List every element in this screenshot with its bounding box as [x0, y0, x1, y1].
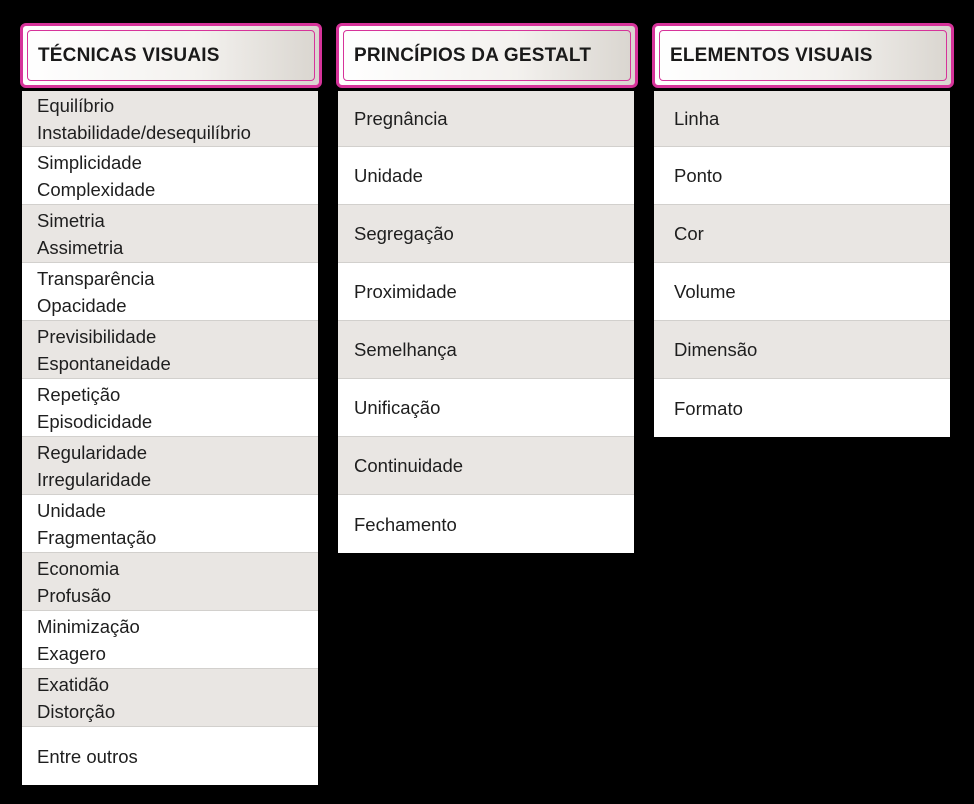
item-label: Formato [674, 397, 743, 419]
list-item [338, 147, 634, 205]
column-principios-gestalt [336, 23, 638, 553]
column-tecnicas-visuais [20, 23, 322, 785]
item-label: Unificação [354, 397, 441, 418]
list-item [22, 553, 318, 611]
item-label: Linha [674, 108, 720, 129]
column-header [336, 23, 638, 88]
item-line: Equilíbrio [37, 94, 115, 116]
list-item [338, 379, 634, 437]
item-label: Pregnância [354, 108, 448, 129]
item-line: Economia [37, 557, 120, 579]
list-item [22, 91, 318, 147]
item-line: Irregularidade [37, 468, 152, 490]
item-line: Episodicidade [37, 410, 153, 432]
item-line: Complexidade [37, 178, 156, 200]
column-title: ELEMENTOS VISUAIS [670, 44, 873, 66]
item-line: Minimização [37, 615, 140, 637]
item-label: Segregação [354, 223, 454, 244]
item-line: Repetição [37, 383, 121, 405]
list-item [22, 669, 318, 727]
list-item [22, 437, 318, 495]
item-line: Distorção [37, 700, 116, 722]
item-line: Unidade [37, 499, 106, 521]
item-line: Instabilidade/desequilíbrio [37, 121, 251, 143]
column-header [652, 23, 954, 88]
list-item [22, 379, 318, 437]
item-line: Profusão [37, 584, 112, 606]
list-item [654, 147, 950, 205]
item-label: Dimensão [674, 339, 758, 360]
list-item [654, 91, 950, 147]
list-item [22, 495, 318, 553]
list-item [338, 91, 634, 147]
list-item [22, 263, 318, 321]
row-list [654, 91, 950, 437]
list-item [22, 147, 318, 205]
column-elementos-visuais [652, 23, 954, 437]
item-line: Previsibilidade [37, 325, 157, 347]
row-list [22, 91, 318, 785]
list-item [654, 379, 950, 437]
list-item [22, 205, 318, 263]
list-item [22, 321, 318, 379]
list-item [338, 437, 634, 495]
item-label: Ponto [674, 165, 723, 186]
list-item [654, 263, 950, 321]
list-item [338, 205, 634, 263]
item-line: Espontaneidade [37, 352, 171, 374]
item-line: Exagero [37, 642, 106, 664]
item-label: Cor [674, 223, 704, 244]
item-label: Continuidade [354, 455, 464, 476]
item-line: Assimetria [37, 236, 124, 258]
list-item [654, 205, 950, 263]
row-list [338, 91, 634, 553]
list-item [654, 321, 950, 379]
item-line: Simplicidade [37, 151, 142, 173]
item-label: Semelhança [354, 339, 457, 360]
item-label: Fechamento [354, 513, 457, 535]
item-line: Opacidade [37, 294, 127, 316]
item-line: Fragmentação [37, 526, 157, 548]
list-item [338, 495, 634, 553]
item-line: Entre outros [37, 745, 138, 767]
column-title: TÉCNICAS VISUAIS [38, 44, 220, 66]
list-item [22, 611, 318, 669]
list-item [338, 263, 634, 321]
item-line: Simetria [37, 209, 105, 231]
item-line: Regularidade [37, 441, 148, 463]
column-title: PRINCÍPIOS DA GESTALT [354, 44, 592, 66]
item-line: Transparência [37, 267, 155, 289]
item-label: Volume [674, 281, 736, 302]
item-label: Proximidade [354, 281, 457, 302]
list-item [338, 321, 634, 379]
list-item [22, 727, 318, 785]
item-label: Unidade [354, 165, 423, 186]
item-line: Exatidão [37, 673, 109, 695]
column-header [20, 23, 322, 88]
